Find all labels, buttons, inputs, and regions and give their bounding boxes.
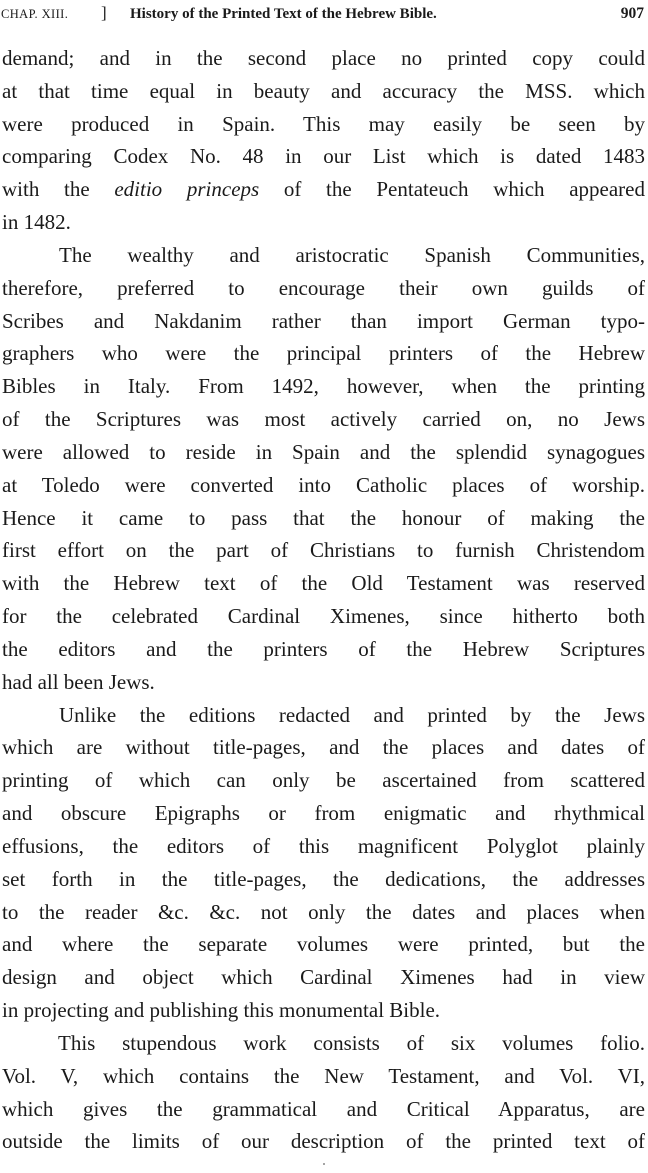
text-line: at Toledo were converted into Catholic places of worship. xyxy=(2,472,645,497)
chapter-bracket: ] xyxy=(101,3,107,22)
text-line: in 1482. xyxy=(2,210,71,235)
text-line: Hence it came to pass that the honour of making the xyxy=(2,505,645,530)
text-line: for the celebrated Cardinal Ximenes, since hitherto both xyxy=(2,604,645,629)
page-number: 907 xyxy=(620,5,644,22)
text-line xyxy=(2,173,645,206)
chapter-label: CHAP. XIII. xyxy=(1,7,69,21)
paragraph-start-line: This stupendous work consists of six volumes folio. xyxy=(58,1030,645,1055)
text-line: to the reader &c. &c. not only the dates and places when xyxy=(2,899,645,924)
text-line: demand; and in the second place no printed copy could xyxy=(2,46,645,70)
text-line: had all been Jews. xyxy=(2,669,155,694)
text-segment: with the xyxy=(2,177,115,202)
text-line: design and object which Cardinal Ximenes had in view xyxy=(2,965,645,990)
text-line: which gives the grammatical and Critical Apparatus, are xyxy=(2,1096,645,1121)
text-line: outside the limits of our description of the printed text of xyxy=(2,1129,645,1154)
running-head xyxy=(0,2,646,26)
text-line: the editors and the printers of the Hebrew Scriptures xyxy=(2,636,645,661)
text-line: with the Hebrew text of the Old Testament was reserved xyxy=(2,571,645,596)
text-line: Scribes and Nakdanim rather than import German typo- xyxy=(2,308,645,333)
text-line: in projecting and publishing this monumental Bible. xyxy=(2,998,441,1023)
text-line: printing of which can only be ascertained from scattered xyxy=(2,768,645,793)
text-line: effusions, the editors of this magnificent Polyglot plainly xyxy=(2,833,645,858)
text-line: graphers who were the principal printers of the Hebrew xyxy=(2,341,645,366)
text-line: at that time equal in beauty and accuracy the MSS. which xyxy=(2,78,645,103)
text-line: Bibles in Italy. From 1492, however, when the printing xyxy=(2,374,645,399)
text-line: which are without title-pages, and the places and dates of xyxy=(2,735,645,760)
text-line: were allowed to reside in Spain and the splendid synagogues xyxy=(2,439,645,464)
text-line: Vol. V, which contains the New Testament, and Vol. VI, xyxy=(2,1063,645,1088)
text-line: first effort on the part of Christians to furnish Christendom xyxy=(2,538,645,563)
text-line: and obscure Epigraphs or from enigmatic and rhythmical xyxy=(2,801,645,826)
running-title: History of the Printed Text of the Hebrew Bible. xyxy=(130,6,437,22)
text-line: comparing Codex No. 48 in our List which is dated 1483 xyxy=(2,144,645,169)
print-speck xyxy=(323,1163,325,1165)
text-line: of the Scriptures was most actively carried on, no Jews xyxy=(2,407,645,432)
text-line: therefore, preferred to encourage their own guilds of xyxy=(2,275,645,300)
text-segment: of the Pentateuch which appeared xyxy=(259,177,645,202)
italic-title: editio princeps xyxy=(114,177,260,202)
text-line: were produced in Spain. This may easily be seen by xyxy=(2,111,645,136)
text-line: set forth in the title-pages, the dedications, the addresses xyxy=(2,866,645,891)
body-text xyxy=(2,42,645,1158)
text-line: and where the separate volumes were printed, but the xyxy=(2,932,645,957)
paragraph-start-line: Unlike the editions redacted and printed by the Jews xyxy=(59,702,645,727)
paragraph-start-line: The wealthy and aristocratic Spanish Communities, xyxy=(59,242,645,267)
